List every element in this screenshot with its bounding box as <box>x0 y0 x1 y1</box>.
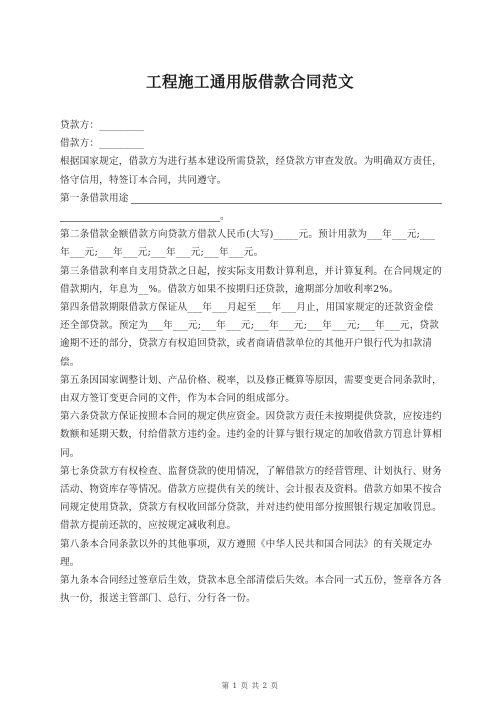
clause3-paragraph: 第三条借款利率自支用贷款之日起，按实际支用数计算利息，并计算复利。在合同规定的借款期内，年息为__%。借款方如果不按期归还贷款，逾期部分加收利率2%。 <box>60 265 442 295</box>
lender-line: 贷款方：_________ <box>60 120 145 131</box>
clause1-blank <box>131 194 442 204</box>
document-body <box>60 117 442 608</box>
clause1-label: 第一条借款用途 <box>60 192 129 204</box>
clause7-paragraph: 第七条贷款方有权检查、监督贷款的使用情况，了解借款方的经营管理、计划执行、财务活动、物资库存等情况。借款方应提供有关的统计、会计报表及资料。借款方如果不按合同规定使用贷款，贷款方有权收回部分贷款，并对违约使用部分按照银行规定加收罚息。借款方提前还款的，应按规定减收利息。 <box>60 465 442 532</box>
clause6-paragraph: 第六条贷款方保证按照本合同的规定供应资金。因贷款方责任未按期提供贷款，应按违约数额和延期天数，付给借款方违约金。违约金的计算与银行规定的加收借款方罚息计算相同。 <box>60 411 442 459</box>
clause1-end: 。 <box>220 211 230 223</box>
clause1-line <box>60 190 442 208</box>
intro-paragraph: 根据国家规定，借款方为进行基本建设所需贷款，经贷款方审查发放。为明确双方责任，恪守信用，特签订本合同，共同遵守。 <box>60 156 442 186</box>
clause2-paragraph: 第二条借款金额借款方向贷款方借款人民币(大写)_____元。预计用款为___年___元;___年___元;___年___元;___年___元;___年___元。 <box>60 229 436 259</box>
clause1-continuation <box>60 208 442 226</box>
clause4-paragraph: 第四条借款期限借款方保证从___年___月起至___年___月止，用国家规定的还款资金偿还全部贷款。预定为___年___元;___年___元;___年___元;___年___元;___年___元，贷款逾期不还的部分，贷款方有权追回贷款，或者商请借款单位的其他开户银行代为扣款清偿。 <box>60 302 440 368</box>
page-footer: 第 1 页 共 2 页 <box>221 681 279 690</box>
clause1-blank-2 <box>60 212 220 222</box>
clause8-paragraph: 第八条本合同条款以外的其他事项，双方遵照《中华人民共和国合同法》的有关规定办理。 <box>60 538 433 568</box>
borrower-line: 借款方：_________ <box>60 138 145 150</box>
document-title: 工程施工通用版借款合同范文 <box>145 73 354 91</box>
clause9-paragraph: 第九条本合同经过签章后生效，贷款本息全部清偿后失效。本合同一式五份，签章各方各执一份，报送主管部门、总行、分行各一份。 <box>60 575 442 605</box>
clause5-paragraph: 第五条因国家调整计划、产品价格、税率，以及修正概算等原因，需要变更合同条款时，由双方签订变更合同的文件，作为本合同的组成部分。 <box>60 374 442 405</box>
